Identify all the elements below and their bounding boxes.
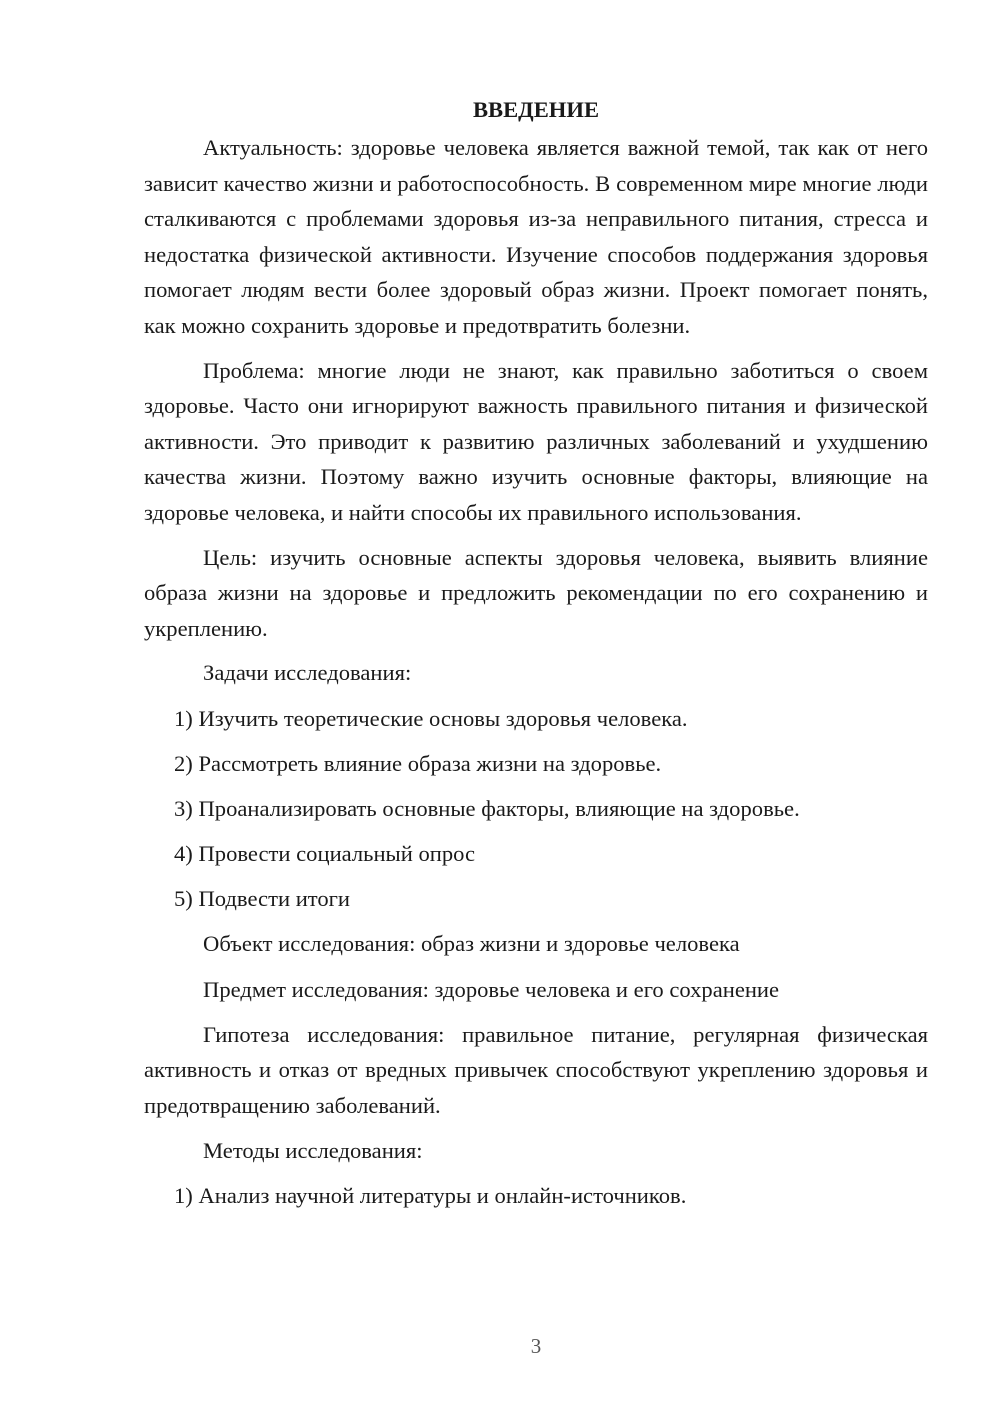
task-item: 5) Подвести итоги — [174, 886, 351, 912]
research-subject: Предмет исследования: здоровье человека и его сохранение — [203, 976, 780, 1002]
hypothesis-paragraph: Гипотеза исследования: правильное питание, регулярная физическая активность и отказ от вредных привычек способствуют укреплению здоровья и предотвращению заболеваний. — [144, 1021, 928, 1118]
task-item: 4) Провести социальный опрос — [174, 841, 476, 867]
tasks-heading: Задачи исследования: — [203, 660, 412, 686]
research-object: Объект исследования: образ жизни и здоровье человека — [203, 931, 740, 957]
section-title: ВВЕДЕНИЕ — [472, 97, 600, 122]
methods-heading: Методы исследования: — [203, 1137, 423, 1163]
goal-paragraph: Цель: изучить основные аспекты здоровья человека, выявить влияние образа жизни на здоровье и предложить рекомендации по его сохранению и укреплению. — [144, 544, 928, 641]
problem-paragraph: Проблема: многие люди не знают, как правильно заботиться о своем здоровье. Часто они игнорируют важность правильного питания и физической активности. Это приводит к развитию различных заболеваний и ухудшению качества жизни. Поэтому важно изучить основные факторы, влияющие на здоровье человека, и найти способы их правильного использования. — [144, 357, 928, 525]
method-item: 1) Анализ научной литературы и онлайн-источников. — [174, 1182, 687, 1208]
task-item: 3) Проанализировать основные факторы, влияющие на здоровье. — [174, 795, 800, 821]
page-number: 3 — [530, 1334, 542, 1358]
page-content — [144, 92, 928, 1223]
relevance-paragraph: Актуальность: здоровье человека является важной темой, так как от него зависит качество жизни и работоспособность. В современном мире многие люди сталкиваются с проблемами здоровья из-за неправильного питания, стресса и недостатка физической активности. Изучение способов поддержания здоровья помогает людям вести более здоровый образ жизни. Проект помогает понять, как можно сохранить здоровье и предотвратить болезни. — [144, 135, 928, 338]
task-item: 2) Рассмотреть влияние образа жизни на здоровье. — [174, 750, 662, 776]
task-item: 1) Изучить теоретические основы здоровья человека. — [174, 705, 688, 731]
